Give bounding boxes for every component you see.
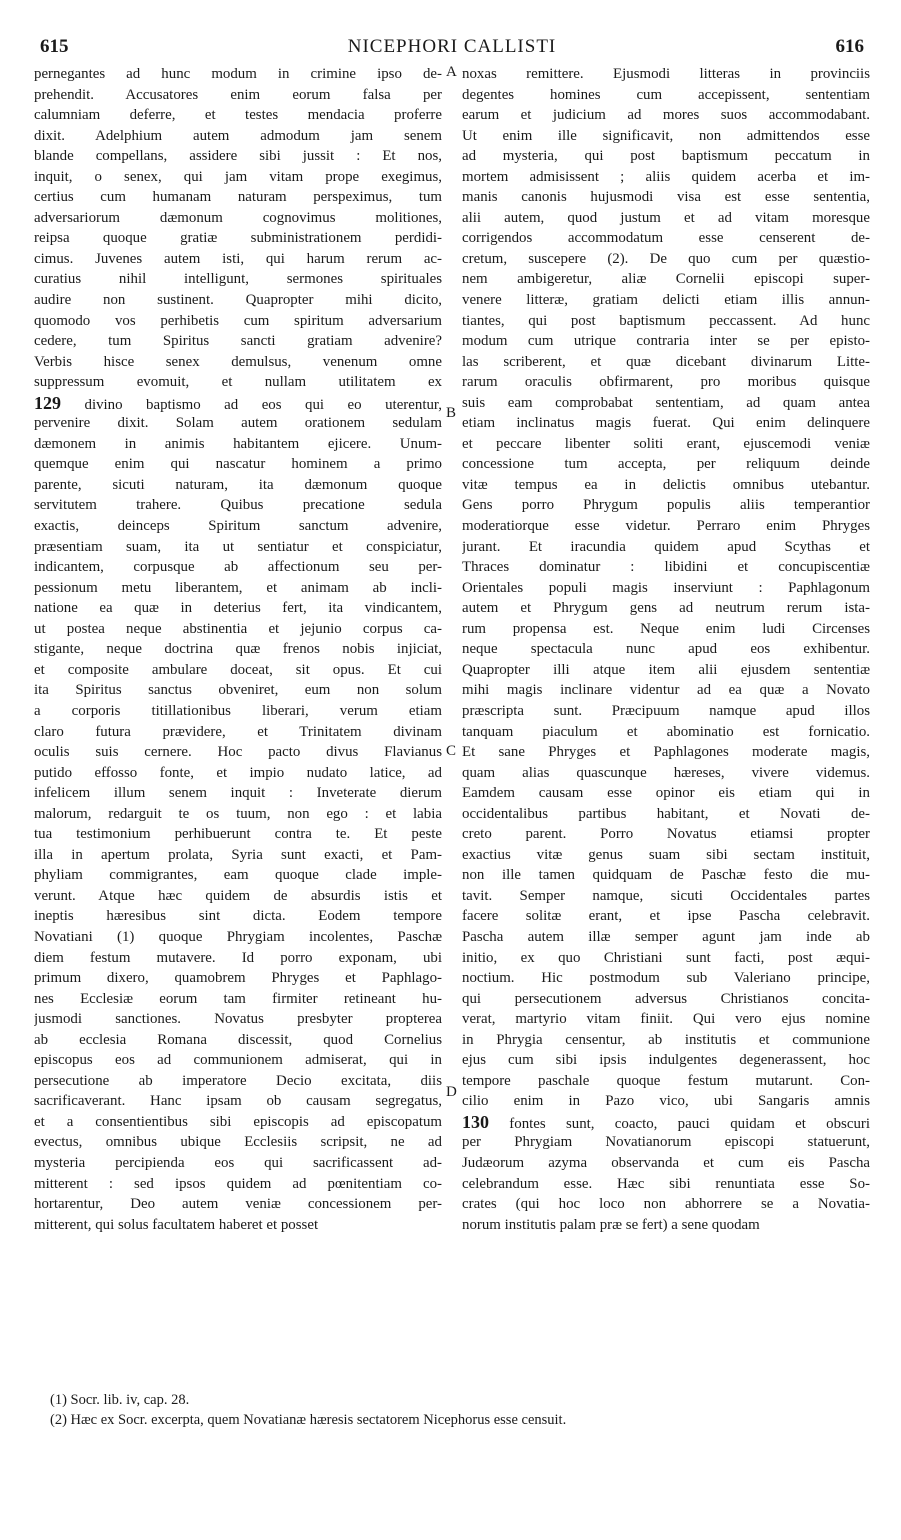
- line-text: norum institutis palam præ se fert) a sene quodam: [462, 1216, 760, 1233]
- line-text: putido effosso fonte, et impio nudato latice, ad: [34, 764, 442, 781]
- footnote: (1) Socr. lib. iv, cap. 28.: [50, 1392, 190, 1408]
- line-text: jusmodi sanctiones. Novatus presbyter propterea: [34, 1011, 442, 1028]
- line-text: quam alias quascunque hæreses, vivere videmus.: [462, 764, 870, 781]
- text-line: [462, 742, 870, 763]
- text-line: [462, 126, 870, 147]
- text-line: [462, 64, 870, 85]
- text-line: [34, 1153, 442, 1174]
- line-text: reipsa quoque gratiæ subministrationem perdidi-: [34, 230, 442, 247]
- line-text: stigante, neque doctrina quæ frenos nobis injiciat,: [34, 641, 442, 658]
- line-text: blande compellans, assidere sibi jussit : Et nos,: [34, 148, 442, 165]
- line-text: diem festum mutavere. Id porro exponam, ubi: [34, 949, 442, 966]
- line-text: mysteria percipienda eos qui sacrificassent ad-: [34, 1154, 442, 1171]
- line-text: degentes homines cum accepissent, sententiam: [462, 86, 870, 103]
- line-text: Eamdem causam esse opinor eis etiam qui in: [462, 785, 870, 802]
- line-text: modum cum utrique contraria inter se per episto-: [462, 333, 870, 350]
- section-marker-c: C: [446, 743, 457, 759]
- running-title: NICEPHORI CALLISTI: [347, 36, 557, 57]
- text-line: [34, 1030, 442, 1051]
- text-line: [462, 1009, 870, 1030]
- line-text: ab ecclesia Romana discessit, quod Cornelius: [34, 1031, 442, 1048]
- line-text: exactius vitæ genus suam sibi sectam instituit,: [462, 846, 870, 863]
- text-line: [34, 1215, 442, 1236]
- text-line: [462, 845, 870, 866]
- line-text: primum dixero, quamobrem Phryges et Paphlago-: [34, 970, 442, 987]
- text-line: [462, 269, 870, 290]
- text-line: [34, 187, 442, 208]
- text-line: [34, 1071, 442, 1092]
- line-text: Ut enim ille significavit, non admittendos esse: [462, 127, 870, 144]
- line-text: Et sane Phryges et Paphlagones moderate magis,: [462, 744, 870, 761]
- line-text: exactis, deinceps Spiritum sanctum advenire,: [34, 518, 442, 535]
- text-line: [34, 64, 442, 85]
- text-line: [34, 434, 442, 455]
- line-text: certius cum humanam naturam perspeximus, tum: [34, 189, 442, 206]
- text-line: [462, 660, 870, 681]
- line-text: ineptis hæresibus sint dicta. Eodem tempore: [34, 908, 442, 925]
- section-marker-b: B: [446, 405, 457, 421]
- text-line: [462, 1030, 870, 1051]
- text-line: [34, 413, 442, 434]
- text-line: [462, 989, 870, 1010]
- line-text: calumniam deferre, et testes mendacia proferre: [34, 107, 442, 124]
- text-line: [462, 413, 870, 434]
- line-text: quemque enim qui nascatur hominem a primo: [34, 456, 442, 473]
- text-line: [34, 804, 442, 825]
- text-line: [34, 680, 442, 701]
- line-text: persecutione ab imperatore Decio excitata, diis: [34, 1072, 442, 1089]
- text-line: [34, 1132, 442, 1153]
- text-line: [462, 783, 870, 804]
- line-text: tiantes, qui post baptismum peccassent. Ad hunc: [462, 312, 870, 329]
- page-number-right: 616: [835, 36, 864, 57]
- text-line: [462, 763, 870, 784]
- text-line: [462, 906, 870, 927]
- line-text: noxas remittere. Ejusmodi litteras in provinciis: [462, 66, 870, 82]
- line-text: facere solitæ erant, et ipse Pascha celebravit.: [462, 908, 870, 925]
- text-line: [462, 187, 870, 208]
- line-text: ejus cum sibi ipsis indulgentes degenerassent, hoc: [462, 1052, 870, 1069]
- text-line: [462, 865, 870, 886]
- line-text: venere litteræ, gratiam delicti etiam illis annun-: [462, 292, 870, 309]
- line-text: ita Spiritus sanctus obveniret, eum non solum: [34, 682, 442, 699]
- line-text: in Phrygia censentur, ab institutis et communione: [462, 1031, 870, 1048]
- line-text: suis eam comprobabat sententiam, ad quam antea: [462, 394, 870, 411]
- line-text: parente, sicuti naturam, ita dæmonum quoque: [34, 476, 442, 493]
- line-text: ut postea neque abstinentia et jejunio corpus ca-: [34, 620, 442, 637]
- text-line: [34, 393, 442, 414]
- line-text: moderatiorque esse videtur. Perraro enim Phryges: [462, 518, 870, 535]
- text-line: [462, 372, 870, 393]
- text-line: [462, 331, 870, 352]
- text-line: [34, 948, 442, 969]
- line-text: Thraces dominatur : libidini et concupiscentiæ: [462, 559, 870, 576]
- text-line: [462, 824, 870, 845]
- text-line: [462, 1050, 870, 1071]
- line-text: etiam inclinatus magis fuerat. Qui enim delinquere: [462, 415, 870, 432]
- margin-page-number: 129: [34, 392, 61, 413]
- text-line: [34, 968, 442, 989]
- text-line: [34, 228, 442, 249]
- text-line: [462, 948, 870, 969]
- text-line: [34, 619, 442, 640]
- text-line: [462, 680, 870, 701]
- line-text: non ille tamen quidquam de Paschæ festo die mu-: [462, 867, 870, 884]
- line-text: concessione tum accepta, per reliquum deinde: [462, 456, 870, 473]
- line-text: Pascha autem illæ semper agunt jam inde ab: [462, 928, 870, 945]
- line-text: autem et Phrygum gens ad neutrum rerum ista-: [462, 600, 870, 617]
- line-text: præscripta sunt. Præcipuum namque apud illos: [462, 702, 870, 719]
- text-line: [34, 927, 442, 948]
- line-text: hortarentur, Deo autem veniæ concessionem per-: [34, 1196, 442, 1213]
- line-text: corrigendos accommodatum esse censerent de-: [462, 230, 870, 247]
- text-line: [34, 763, 442, 784]
- text-line: [34, 660, 442, 681]
- text-line: [34, 249, 442, 270]
- text-line: [462, 804, 870, 825]
- text-line: [462, 516, 870, 537]
- line-text: cretum, suscepere (2). De quo cum per quæstio-: [462, 250, 870, 267]
- line-text: cedere, tum Spiritus sancti gratiam advenire?: [34, 333, 442, 350]
- text-line: [462, 228, 870, 249]
- text-line: [462, 968, 870, 989]
- text-line: [34, 989, 442, 1010]
- line-text: infelicem illum senem inquit : Inveterate dierum: [34, 785, 442, 802]
- text-line: [462, 639, 870, 660]
- line-text: a corporis titillationibus liberari, verum etiam: [34, 702, 442, 719]
- text-line: [34, 269, 442, 290]
- line-text: mitterent, qui solus facultatem haberet et posset: [34, 1216, 319, 1233]
- line-text: per Phrygiam Novatianorum episcopi statuerunt,: [462, 1134, 870, 1151]
- line-text: quomodo vos perhibetis cum spiritum adversarium: [34, 312, 442, 329]
- text-line: [462, 557, 870, 578]
- text-line: [34, 126, 442, 147]
- section-marker-a: A: [446, 64, 457, 80]
- text-line: [34, 1050, 442, 1071]
- line-text: evectus, omnibus ubique Ecclesiis scripsit, ne ad: [34, 1134, 442, 1151]
- text-line: [34, 783, 442, 804]
- line-text: neque spectacula nunc apud eos exhibentur.: [462, 641, 870, 658]
- right-column: [462, 64, 870, 1235]
- text-line: [34, 742, 442, 763]
- line-text: initio, ex quo Christiani sunt facti, post æqui-: [462, 949, 870, 966]
- text-line: [34, 454, 442, 475]
- line-text: nem ambigeretur, aliæ Cornelii episcopi super-: [462, 271, 870, 288]
- line-text: curatius nihil intelligunt, sermones spirituales: [34, 271, 442, 288]
- line-text: Quapropter illi atque item alii ejusdem sententiæ: [462, 661, 870, 678]
- line-text: Verbis hisce senex demulsus, venenum omne: [34, 353, 442, 370]
- line-text: pernegantes ad hunc modum in crimine ipso de-: [34, 66, 442, 82]
- line-text: pessionum metu liberantem, et animam ab incli-: [34, 579, 442, 596]
- text-line: [34, 290, 442, 311]
- line-text: episcopus eos ad communionem admiserat, qui in: [34, 1052, 442, 1069]
- line-text: manis canonis hujusmodi visa est esse sententia,: [462, 189, 870, 206]
- line-text: dixit. Adelphium autem admodum jam senem: [34, 127, 442, 144]
- text-line: [462, 578, 870, 599]
- text-line: [34, 886, 442, 907]
- line-text: inquit, o senex, qui jam vitam prope exegimus,: [34, 168, 442, 185]
- text-line: [34, 722, 442, 743]
- page-number-left: 615: [40, 36, 69, 57]
- text-line: [34, 1112, 442, 1133]
- text-line: [462, 701, 870, 722]
- line-text: indicantem, corpusque ab affectionum seu per-: [34, 559, 442, 576]
- text-line: [34, 1174, 442, 1195]
- text-line: [34, 495, 442, 516]
- section-marker-d: D: [446, 1084, 457, 1100]
- text-line: [34, 208, 442, 229]
- text-line: [462, 1174, 870, 1195]
- text-line: [462, 537, 870, 558]
- line-text: præsentiam suam, ita ut sentiatur et conspiciatur,: [34, 538, 442, 555]
- line-text: occidentalibus partibus habitant, et Novati de-: [462, 805, 870, 822]
- text-line: [34, 167, 442, 188]
- text-line: [462, 208, 870, 229]
- text-line: [462, 1091, 870, 1112]
- text-line: [34, 824, 442, 845]
- line-text: servitutem trahere. Quibus precatione sedula: [34, 497, 442, 514]
- text-line: [462, 1194, 870, 1215]
- line-text: ad mysteria, qui post baptismum peccatum in: [462, 148, 870, 165]
- text-line: [34, 598, 442, 619]
- text-line: [462, 475, 870, 496]
- text-line: [34, 146, 442, 167]
- line-text: Novatiani (1) quoque Phrygiam incolentes, Paschæ: [34, 928, 442, 945]
- line-text: celebrandum esse. Hæc sibi renuntiata esse So-: [462, 1175, 870, 1192]
- text-line: [462, 85, 870, 106]
- text-line: [34, 845, 442, 866]
- line-text: oculis suis cernere. Hoc pacto divus Flavianus: [34, 744, 442, 761]
- line-text: alii autem, quod justum et ad vitam moresque: [462, 209, 870, 226]
- line-text: mitterent : sed ipsos quidem ad pœnitentiam co-: [34, 1175, 442, 1192]
- text-line: [462, 454, 870, 475]
- text-line: [462, 495, 870, 516]
- line-text: tavit. Semper namque, sicuti Occidentales partes: [462, 887, 870, 904]
- line-text: mortem admisissent ; aliis quidem acerba et im-: [462, 168, 870, 185]
- line-text: sacrificaverant. Hanc ipsam ob causam segregatus,: [34, 1093, 442, 1110]
- text-line: [462, 927, 870, 948]
- margin-page-number: 130: [462, 1111, 489, 1132]
- line-text: et a consentientibus sibi episcopis ad episcopatum: [34, 1113, 442, 1130]
- line-text: verat, martyrio vitam finiit. Qui vero ejus nomine: [462, 1011, 870, 1028]
- text-line: [34, 105, 442, 126]
- text-line: [462, 722, 870, 743]
- line-text: et composite ambulare doceat, sit opus. Et cui: [34, 661, 442, 678]
- text-line: [462, 1153, 870, 1174]
- line-text: Judæorum azyma observanda et cum eis Pascha: [462, 1154, 870, 1171]
- line-text: illa in apertum prolata, Syria sunt exacti, et Pam-: [34, 846, 442, 863]
- text-line: [34, 475, 442, 496]
- text-line: [34, 1194, 442, 1215]
- line-text: earum et judicium ad mores suos accommodabant.: [462, 107, 870, 124]
- text-line: [34, 865, 442, 886]
- text-line: [34, 701, 442, 722]
- line-text: cilio enim in Pazo vico, ubi Sangaris amnis: [462, 1093, 870, 1110]
- line-text: cimus. Juvenes autem isti, qui harum rerum ac-: [34, 250, 442, 267]
- line-text: rarum oraculis obfirmarent, pro moribus quisque: [462, 374, 870, 391]
- line-text: phyliam commigrantes, eam quoque clade imple-: [34, 867, 442, 884]
- footnote: (2) Hæc ex Socr. excerpta, quem Novatianæ hæresis sectatorem Nicephorus esse censuit.: [50, 1412, 567, 1428]
- line-text: vitæ tempus ea in delictis omnibus utebantur.: [462, 476, 870, 493]
- line-text: tua testimonium perhibuerunt contra te. Et peste: [34, 826, 442, 843]
- text-line: [462, 1112, 870, 1133]
- text-line: [462, 434, 870, 455]
- line-text: et peccare libenter soliti erant, ejuscemodi veniæ: [462, 435, 870, 452]
- text-line: [34, 906, 442, 927]
- line-text: Gens porro Phrygum populis aliis temperantior: [462, 497, 870, 514]
- line-text: creto parent. Porro Novatus etiamsi propter: [462, 826, 870, 843]
- line-text: rum propensa est. Neque enim ludi Circenses: [462, 620, 870, 637]
- text-line: [34, 1009, 442, 1030]
- text-line: [34, 1091, 442, 1112]
- text-line: [34, 578, 442, 599]
- line-text: qui persecutionem adversus Christianos concita-: [462, 990, 870, 1007]
- text-line: [34, 537, 442, 558]
- line-text: crates (qui hoc loco non abhorrere se a Novatia-: [462, 1196, 870, 1213]
- line-text: malorum, redarguit te os tuum, non ego : et labia: [34, 805, 442, 822]
- text-line: [34, 85, 442, 106]
- line-text: jurant. Et iracundia quidem apud Scythas et: [462, 538, 870, 555]
- text-line: [34, 639, 442, 660]
- line-text: adversariorum dæmonum cognovimus molitiones,: [34, 209, 442, 226]
- line-text: nes Ecclesiæ eorum tam firmiter retineant hu-: [34, 990, 442, 1007]
- text-line: [34, 331, 442, 352]
- text-line: [34, 557, 442, 578]
- text-line: [462, 290, 870, 311]
- left-column: [34, 64, 442, 1235]
- running-header: [40, 36, 864, 62]
- line-text: tempore paschale quoque festum mutarunt. Con-: [462, 1072, 870, 1089]
- text-line: [34, 516, 442, 537]
- line-text: pervenire dixit. Solam autem orationem sedulam: [34, 415, 442, 432]
- line-text: noctium. Hic postmodum sub Valeriano principe,: [462, 970, 870, 987]
- text-line: [462, 393, 870, 414]
- line-text: prehendit. Accusatores enim eorum falsa per: [34, 86, 442, 103]
- line-text: dæmonem in animis habitantem ejicere. Unum-: [34, 435, 442, 452]
- text-line: [462, 352, 870, 373]
- line-text: fontes sunt, coacto, pauci quidam et obscuri: [509, 1115, 870, 1132]
- line-text: tanquam piaculum et abominatio est fornicatio.: [462, 723, 870, 740]
- text-line: [34, 311, 442, 332]
- text-line: [462, 886, 870, 907]
- text-line: [462, 1071, 870, 1092]
- text-line: [462, 619, 870, 640]
- line-text: verunt. Atque hæc quidem de absurdis istis et: [34, 887, 442, 904]
- footnotes: [50, 1390, 850, 1430]
- text-line: [462, 598, 870, 619]
- line-text: las scriberent, et quæ dicebant divinarum Litte-: [462, 353, 870, 370]
- text-line: [462, 146, 870, 167]
- line-text: audire non sustinent. Quapropter mihi dicito,: [34, 292, 442, 309]
- line-text: divino baptismo ad eos qui eo uterentur,: [84, 396, 442, 413]
- line-text: mihi magis inclinare videntur ad ea quæ a Novato: [462, 682, 870, 699]
- line-text: natione ea quæ in deterius fert, ita vindicantem,: [34, 600, 442, 617]
- text-line: [34, 352, 442, 373]
- text-line: [462, 249, 870, 270]
- text-line: [462, 1132, 870, 1153]
- text-line: [462, 311, 870, 332]
- line-text: claro futura prævidere, et Trinitatem divinam: [34, 723, 442, 740]
- line-text: Orientales populi magis inserviunt : Paphlagonum: [462, 579, 870, 596]
- text-line: [462, 167, 870, 188]
- line-text: suppressum evomuit, et nullam utilitatem ex: [34, 374, 442, 391]
- text-line: [462, 1215, 870, 1236]
- text-line: [462, 105, 870, 126]
- text-line: [34, 372, 442, 393]
